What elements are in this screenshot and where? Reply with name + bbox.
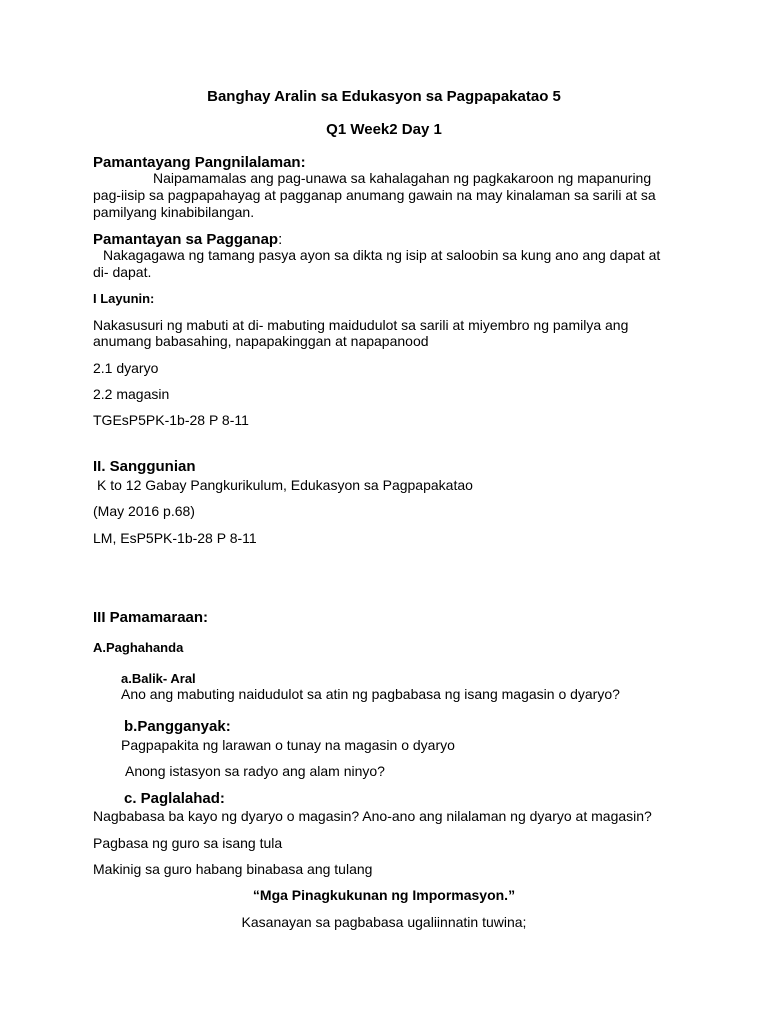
subsection-heading-paglalahad: c. Paglalahad: [124, 790, 225, 807]
paragraph-line: Anong istasyon sa radyo ang alam ninyo? [125, 763, 385, 779]
paragraph-line: di- dapat. [93, 264, 152, 280]
list-item: 2.1 dyaryo [93, 360, 159, 376]
section-heading-pamantayang-pangnilalaman: Pamantayang Pangnilalaman: [93, 154, 306, 171]
section-heading-layunin: I Layunin: [93, 291, 155, 306]
subsection-heading-balik-aral: a.Balik- Aral [121, 671, 196, 686]
reference-line: K to 12 Gabay Pangkurikulum, Edukasyon sa Pagpapakatao [97, 477, 473, 493]
paragraph-line: pag-iisip sa pagpapahayag at pagganap anumang gawain na may kinalaman sa sarili at sa [93, 187, 656, 203]
paragraph-line: Nakasusuri ng mabuti at di- mabuting maidudulot sa sarili at miyembro ng pamilya ang [93, 317, 629, 333]
paragraph-line: Nakagagawa ng tamang pasya ayon sa dikta ng isip at saloobin sa kung ano ang dapat at [103, 247, 661, 263]
paragraph-line: Pagpapakita ng larawan o tunay na magasin o dyaryo [121, 737, 455, 753]
paragraph-line: Makinig sa guro habang binabasa ang tulang [93, 861, 373, 877]
paragraph-line: Naipamamalas ang pag-unawa sa kahalagahan ng pagkakaroon ng mapanuring [153, 170, 652, 186]
heading-text: Pamantayan sa Pagganap [93, 231, 279, 248]
paragraph-line: pamilyang kinabibilangan. [93, 204, 255, 220]
paragraph-line: Nagbabasa ba kayo ng dyaryo o magasin? Ano-ano ang nilalaman ng dyaryo at magasin? [93, 808, 652, 824]
subsection-heading-pangganyak: b.Pangganyak: [124, 718, 231, 735]
reference-line: (May 2016 p.68) [93, 503, 195, 519]
reference-line: LM, EsP5PK-1b-28 P 8-11 [93, 530, 257, 546]
document-subtitle: Q1 Week2 Day 1 [326, 121, 442, 138]
section-heading-pamamaraan: III Pamamaraan: [93, 609, 209, 626]
paragraph-line: Pagbasa ng guro sa isang tula [93, 835, 283, 851]
poem-line: Kasanayan sa pagbabasa ugaliinnatin tuwina; [241, 914, 527, 930]
subsection-heading-paghahanda: A.Paghahanda [93, 640, 184, 655]
competency-code: TGEsP5PK-1b-28 P 8-11 [93, 412, 249, 428]
heading-colon: : [278, 231, 283, 248]
section-heading-sanggunian: II. Sanggunian [93, 458, 196, 475]
document-title: Banghay Aralin sa Edukasyon sa Pagpapakatao 5 [207, 88, 561, 105]
paragraph-line: Ano ang mabuting naidudulot sa atin ng pagbabasa ng isang magasin o dyaryo? [121, 686, 620, 702]
list-item: 2.2 magasin [93, 386, 170, 402]
poem-title: “Mga Pinagkukunan ng Impormasyon.” [252, 887, 516, 903]
paragraph-line: anumang babasahing, napapakinggan at napapanood [93, 333, 429, 349]
